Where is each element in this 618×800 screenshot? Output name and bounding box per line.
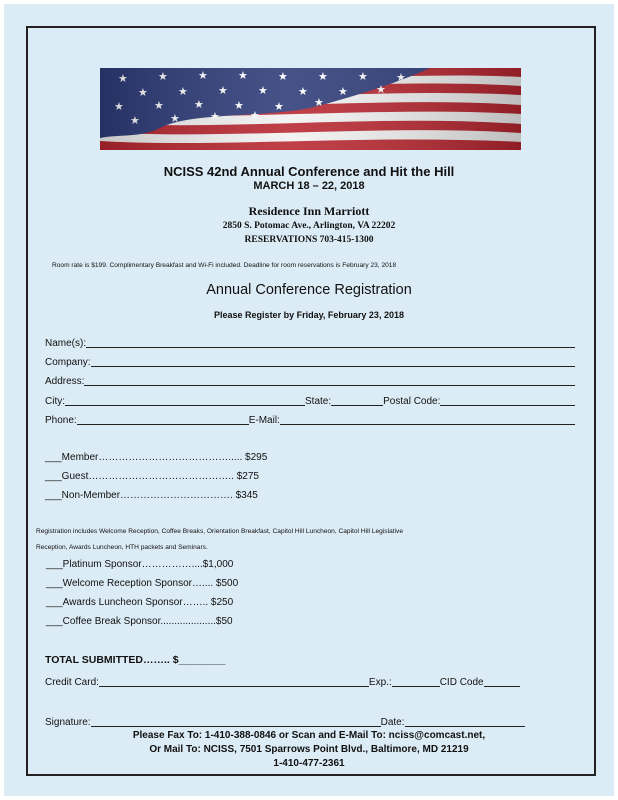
state-field[interactable] bbox=[331, 395, 383, 406]
coffee-break-sponsor-option[interactable]: ___Coffee Break Sponsor....................$50 bbox=[46, 616, 233, 627]
names-label: Name(s): bbox=[45, 338, 87, 349]
address-label: Address: bbox=[45, 376, 85, 387]
exp-label: Exp.: bbox=[368, 677, 392, 688]
footer-fax-email: Please Fax To: 1-410-388-0846 or Scan and E-Mail To: nciss@comcast.net, bbox=[132, 730, 486, 741]
names-row bbox=[45, 335, 575, 349]
company-field[interactable] bbox=[91, 356, 575, 367]
credit-card-label: Credit Card: bbox=[45, 677, 99, 688]
phone-row bbox=[45, 412, 575, 426]
registration-heading: Annual Conference Registration bbox=[206, 282, 412, 298]
signature-field[interactable] bbox=[91, 716, 381, 727]
american-flag-banner bbox=[100, 68, 521, 150]
date-label: Date: bbox=[380, 717, 405, 728]
form-page bbox=[4, 4, 614, 796]
hotel-address: 2850 S. Potomac Ave., Arlington, VA 22202 bbox=[222, 221, 396, 231]
cid-label: CID Code bbox=[439, 677, 484, 688]
non-member-option[interactable]: ___Non-Member……………………………. $345 bbox=[45, 490, 258, 501]
exp-field[interactable] bbox=[392, 676, 440, 687]
postal-label: Postal Code: bbox=[383, 396, 441, 407]
welcome-reception-sponsor-option[interactable]: ___Welcome Reception Sponsor….... $500 bbox=[46, 578, 239, 589]
city-field[interactable] bbox=[65, 395, 305, 406]
state-label: State: bbox=[305, 396, 332, 407]
room-rate-note: Room rate is $199. Complimentary Breakfast and Wi-Fi included. Deadline for room reservations is February 23, 2018 bbox=[52, 262, 397, 269]
platinum-sponsor-option[interactable]: ___Platinum Sponsor……………....$1,000 bbox=[46, 559, 234, 570]
names-field[interactable] bbox=[86, 337, 575, 348]
email-label: E-Mail: bbox=[248, 415, 280, 426]
footer-mail-address: Or Mail To: NCISS, 7501 Sparrows Point Blvd., Baltimore, MD 21219 bbox=[149, 744, 469, 755]
address-row bbox=[45, 373, 575, 387]
signature-label: Signature: bbox=[45, 717, 91, 728]
registration-deadline: Please Register by Friday, February 23, 2018 bbox=[214, 310, 404, 320]
phone-field[interactable] bbox=[77, 414, 249, 425]
hotel-name: Residence Inn Marriott bbox=[248, 204, 370, 218]
phone-label: Phone: bbox=[45, 415, 77, 426]
postal-field[interactable] bbox=[440, 395, 575, 406]
includes-note-line2: Reception, Awards Luncheon, HTH packets and Seminars. bbox=[36, 544, 208, 551]
address-field[interactable] bbox=[84, 375, 575, 386]
credit-card-field[interactable] bbox=[99, 676, 369, 687]
signature-row bbox=[45, 714, 575, 728]
conference-title: NCISS 42nd Annual Conference and Hit the Hill bbox=[163, 164, 455, 179]
member-option[interactable]: ___Member…………………………………..... $295 bbox=[45, 452, 268, 463]
flag-image bbox=[100, 68, 521, 150]
total-submitted[interactable]: TOTAL SUBMITTED…….. $________ bbox=[45, 654, 226, 666]
footer-phone: 1-410-477-2361 bbox=[273, 758, 345, 769]
conference-dates: MARCH 18 – 22, 2018 bbox=[253, 180, 365, 192]
city-label: City: bbox=[45, 396, 65, 407]
company-row bbox=[45, 354, 575, 368]
credit-card-row bbox=[45, 674, 575, 688]
guest-option[interactable]: ___Guest…………………………………….. $275 bbox=[45, 471, 259, 482]
date-field[interactable] bbox=[405, 716, 525, 727]
email-field[interactable] bbox=[280, 414, 575, 425]
cid-field[interactable] bbox=[484, 676, 520, 687]
hotel-reservations: RESERVATIONS 703-415-1300 bbox=[244, 235, 374, 245]
company-label: Company: bbox=[45, 357, 91, 368]
includes-note-line1: Registration includes Welcome Reception, Coffee Breaks, Orientation Breakfast, Capitol Hill Luncheon, Capitol Hill Legislative bbox=[36, 528, 403, 535]
city-row bbox=[45, 393, 575, 407]
awards-luncheon-sponsor-option[interactable]: ___Awards Luncheon Sponsor…….. $250 bbox=[46, 597, 234, 608]
